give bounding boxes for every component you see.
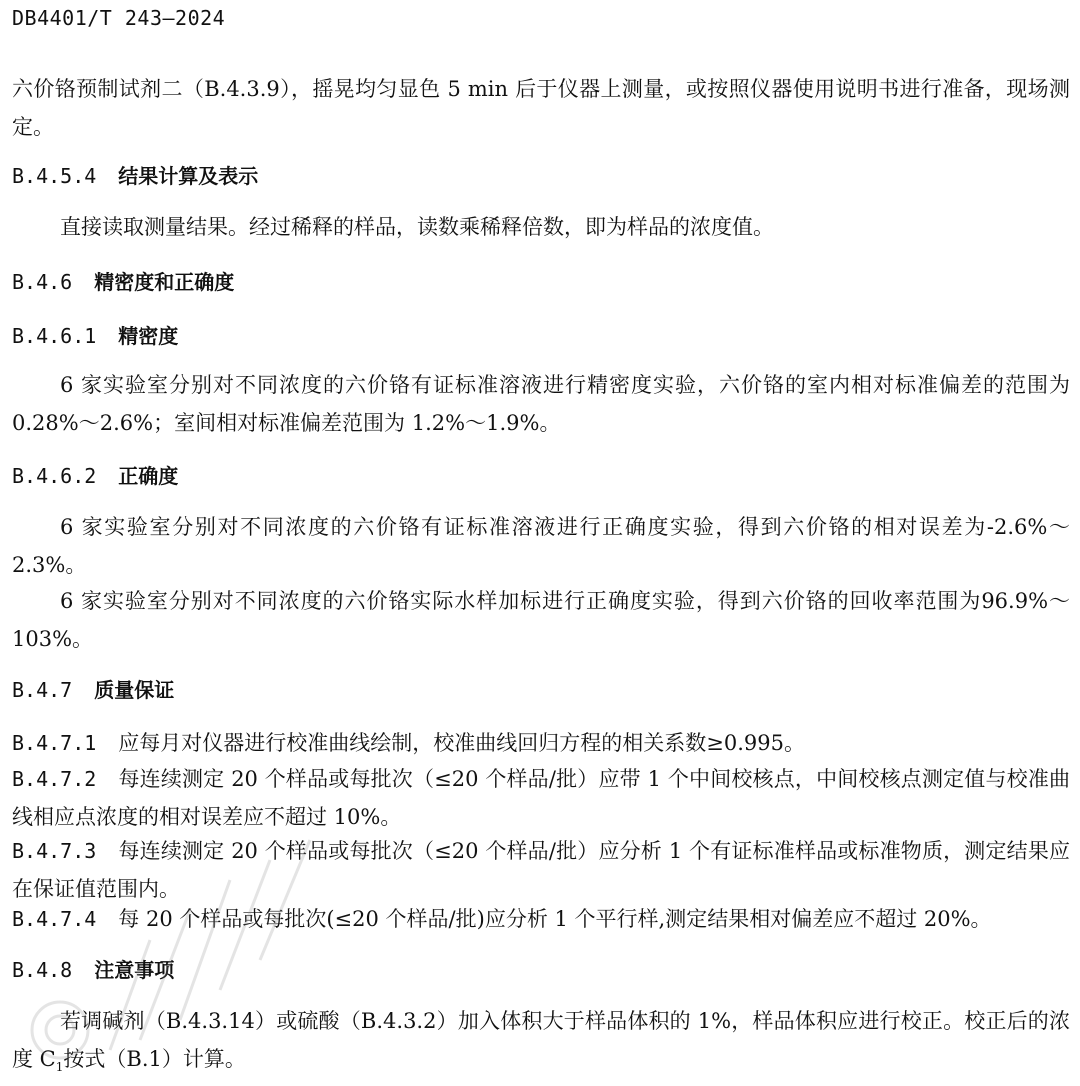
paragraph-b462-b: 6 家实验室分别对不同浓度的六价铬实际水样加标进行正确度实验，得到六价铬的回收率范围为96.9%～103%。 bbox=[12, 589, 1070, 651]
list-item-b473 bbox=[12, 832, 1070, 908]
item-number: B.4.7.2 bbox=[12, 767, 97, 791]
paragraph-b462-a: 6 家实验室分别对不同浓度的六价铬有证标准溶液进行正确度实验，得到六价铬的相对误差为-2.6%～2.3%。 bbox=[12, 515, 1070, 577]
subscript: 1 bbox=[55, 1060, 64, 1075]
paragraph-b461: 6 家实验室分别对不同浓度的六价铬有证标准溶液进行精密度实验，六价铬的室内相对标准偏差的范围为 0.28%～2.6%；室间相对标准偏差范围为 1.2%～1.9%。 bbox=[12, 373, 1070, 435]
paragraph-intro: 六价铬预制试剂二（B.4.3.9），摇晃均匀显色 5 min 后于仪器上测量，或按照仪器使用说明书进行准备，现场测定。 bbox=[12, 77, 1070, 139]
list-item-b474 bbox=[12, 900, 1070, 938]
section-number: B.4.6.2 bbox=[12, 464, 97, 488]
section-number: B.4.8 bbox=[12, 958, 73, 982]
section-title: 结果计算及表示 bbox=[118, 164, 259, 188]
section-number: B.4.6 bbox=[12, 270, 73, 294]
section-heading-b462 bbox=[12, 460, 178, 489]
section-number: B.4.6.1 bbox=[12, 324, 97, 348]
paragraph-b48-text: 若调碱剂（B.4.3.14）或硫酸（B.4.3.2）加入体积大于样品体积的 1%，样品体积应进行校正。校正后的浓度 C bbox=[12, 1009, 1070, 1071]
item-text: 每 20 个样品或每批次(≤20 个样品/批)应分析 1 个平行样,测定结果相对偏差应不超过 20%。 bbox=[118, 907, 992, 931]
item-text: 应每月对仪器进行校准曲线绘制，校准曲线回归方程的相关系数≥0.995。 bbox=[118, 731, 806, 755]
section-heading-b461 bbox=[12, 320, 178, 349]
section-heading-b48 bbox=[12, 954, 174, 983]
paragraph-b48 bbox=[12, 1002, 1070, 1086]
section-title: 精密度和正确度 bbox=[94, 270, 235, 294]
document-number: DB4401/T 243—2024 bbox=[12, 6, 226, 30]
section-number: B.4.7 bbox=[12, 678, 73, 702]
section-heading-b47 bbox=[12, 674, 174, 703]
item-number: B.4.7.3 bbox=[12, 839, 97, 863]
section-heading-b46 bbox=[12, 266, 234, 295]
section-number: B.4.5.4 bbox=[12, 164, 97, 188]
section-title: 注意事项 bbox=[94, 958, 175, 982]
section-title: 质量保证 bbox=[94, 678, 175, 702]
list-item-b4671 bbox=[12, 724, 1070, 762]
list-item-b472 bbox=[12, 760, 1070, 836]
section-heading-b454 bbox=[12, 160, 258, 189]
item-number: B.4.7.1 bbox=[12, 731, 97, 755]
item-text: 每连续测定 20 个样品或每批次（≤20 个样品/批）应分析 1 个有证标准样品或标准物质，测定结果应在保证值范围内。 bbox=[12, 839, 1070, 901]
item-number: B.4.7.4 bbox=[12, 907, 97, 931]
paragraph-b454: 直接读取测量结果。经过稀释的样品，读数乘稀释倍数，即为样品的浓度值。 bbox=[60, 215, 774, 239]
item-text: 每连续测定 20 个样品或每批次（≤20 个样品/批）应带 1 个中间校核点，中间校核点测定值与校准曲线相应点浓度的相对误差应不超过 10%。 bbox=[12, 767, 1070, 829]
section-title: 精密度 bbox=[118, 324, 179, 348]
section-title: 正确度 bbox=[118, 464, 179, 488]
paragraph-b48-text-end: 按式（B.1）计算。 bbox=[63, 1047, 246, 1071]
